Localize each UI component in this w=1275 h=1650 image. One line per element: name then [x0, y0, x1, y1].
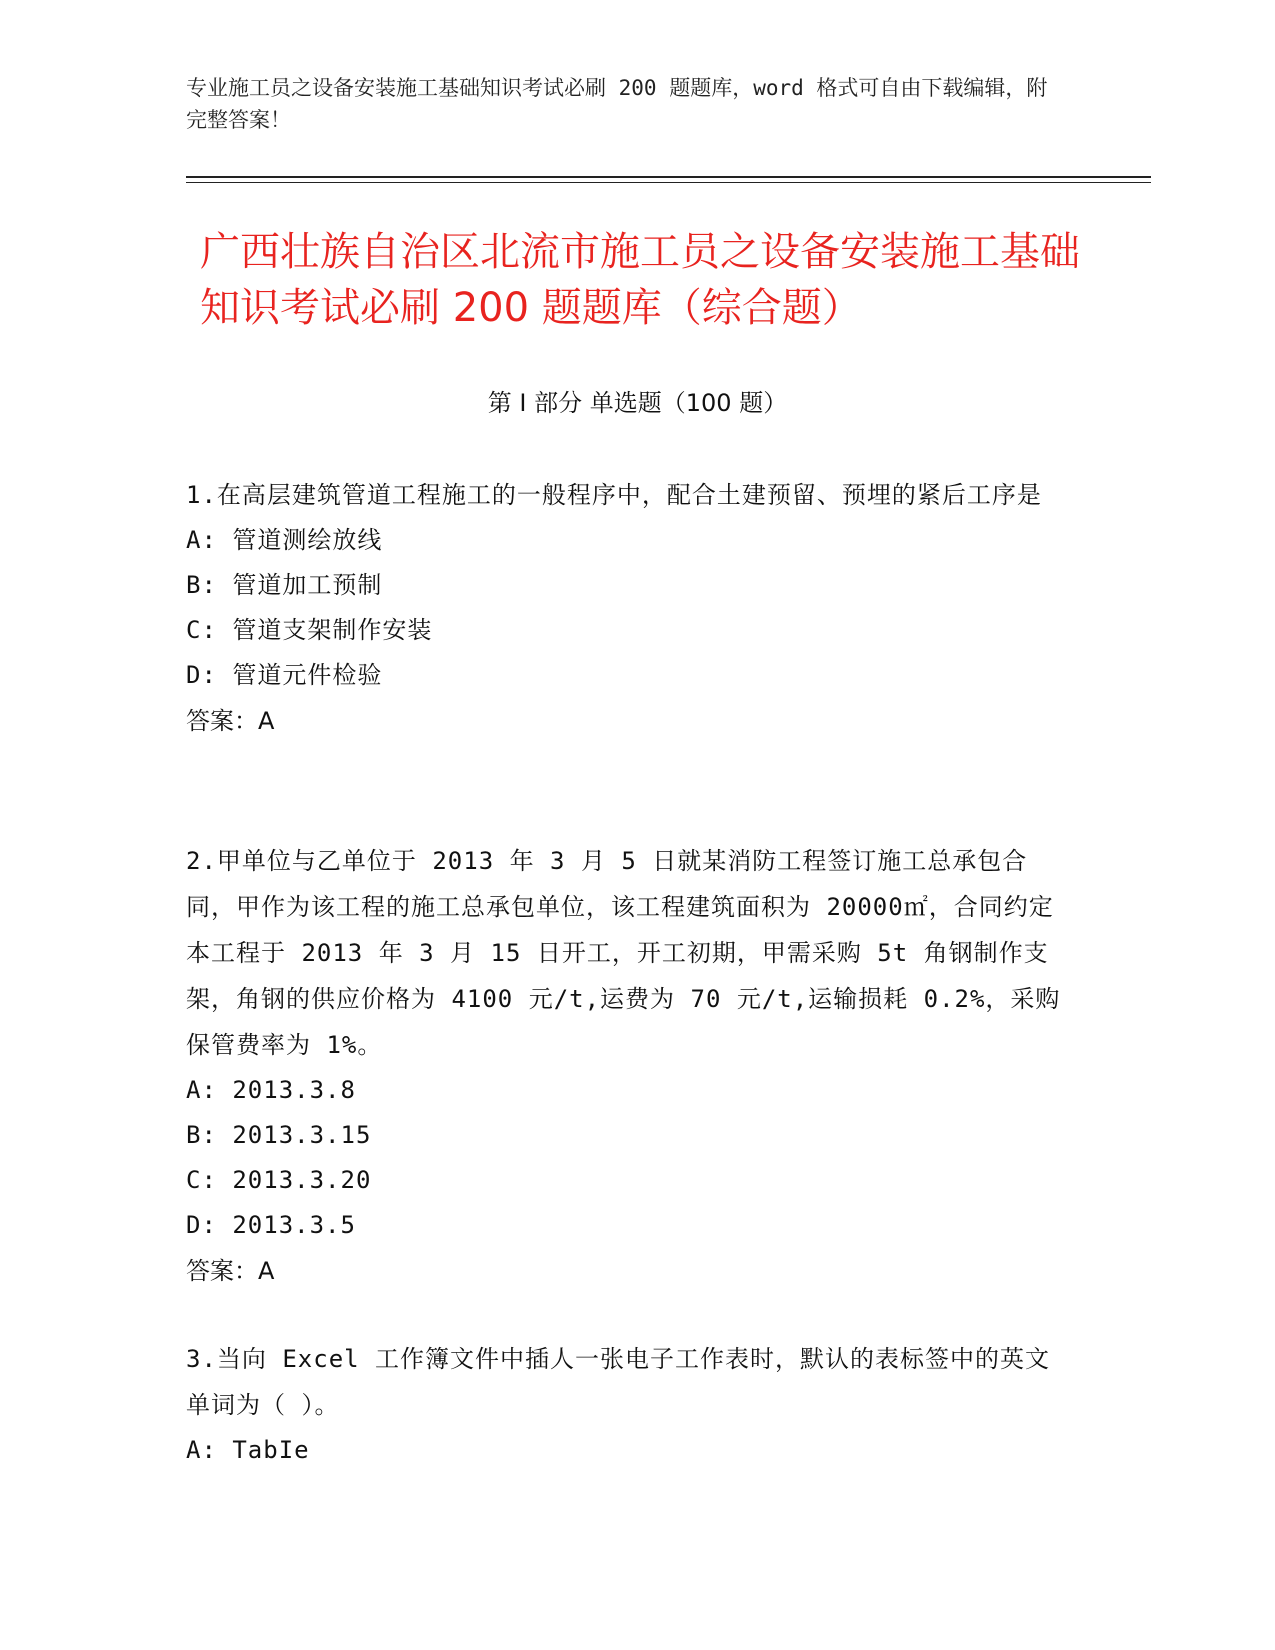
question-stem: 1.在高层建筑管道工程施工的一般程序中，配合土建预留、预埋的紧后工序是 — [186, 481, 1042, 509]
option-d: D: 2013.3.5 — [186, 1211, 356, 1239]
header-divider-thin — [186, 182, 1151, 183]
question-2 — [186, 838, 1066, 1294]
answer: 答案：A — [186, 707, 275, 735]
question-stem: 2.甲单位与乙单位于 2013 年 3 月 5 日就某消防工程签订施工总承包合同，甲作为该工程的施工总承包单位，该工程建筑面积为 20000㎡，合同约定本工程于 2013 年 3 月 15 日开工，开工初期，甲需采购 5t 角钢制作支架，角钢的供应价格为 4100 元/t,运费为 70 元/t,运输损耗 0.2%，采购保管费率为 1%。 — [186, 847, 1061, 1059]
option-a: A: TabIe — [186, 1436, 310, 1464]
question-3 — [186, 1336, 1066, 1473]
option-c: C: 2013.3.20 — [186, 1166, 372, 1194]
header-note: 专业施工员之设备安装施工基础知识考试必刷 200 题题库，word 格式可自由下载编辑，附完整答案！ — [186, 76, 1048, 132]
question-stem: 3.当向 Excel 工作簿文件中插人一张电子工作表时，默认的表标签中的英文单词为（ ）。 — [186, 1345, 1051, 1419]
header-divider — [186, 176, 1151, 178]
option-c: C: 管道支架制作安装 — [186, 616, 433, 644]
option-d: D: 管道元件检验 — [186, 661, 383, 689]
answer: 答案：A — [186, 1257, 275, 1285]
option-a: A: 2013.3.8 — [186, 1076, 356, 1104]
option-a: A: 管道测绘放线 — [186, 526, 383, 554]
option-b: B: 管道加工预制 — [186, 571, 383, 599]
option-b: B: 2013.3.15 — [186, 1121, 372, 1149]
document-title: 广西壮族自治区北流市施工员之设备安装施工基础知识考试必刷 200 题题库（综合题） — [200, 229, 1080, 331]
section-title: 第 I 部分 单选题（100 题） — [487, 389, 788, 417]
question-1 — [186, 472, 1066, 744]
